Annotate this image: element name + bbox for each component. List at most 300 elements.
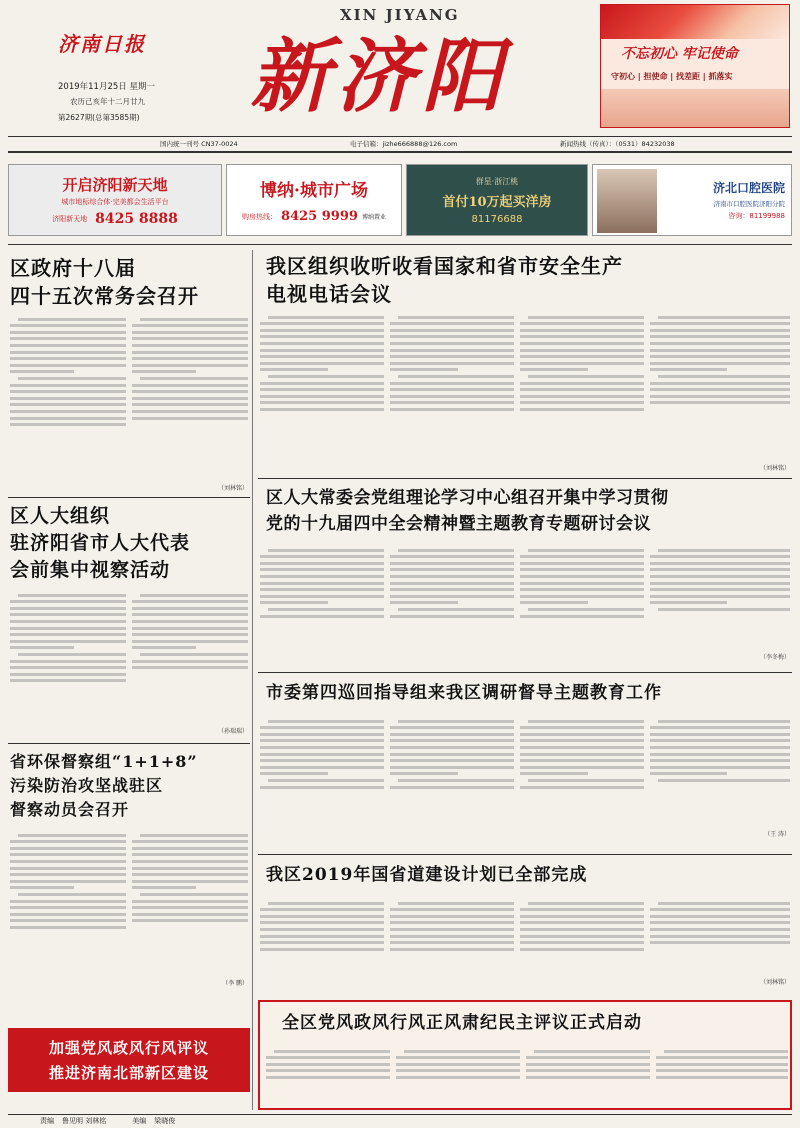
body-text-line bbox=[260, 948, 384, 951]
body-text-line bbox=[656, 1076, 788, 1079]
body-text-line bbox=[396, 1056, 520, 1059]
body-text-line bbox=[10, 633, 126, 636]
body-text-line bbox=[520, 568, 644, 571]
body-text-line bbox=[132, 646, 196, 649]
body-text-line bbox=[390, 948, 514, 951]
body-text-line bbox=[18, 594, 126, 597]
body-text-line bbox=[132, 337, 248, 340]
body-text-line bbox=[260, 739, 384, 742]
body-text-line bbox=[528, 779, 644, 782]
body-text-line bbox=[132, 867, 248, 870]
body-text-line bbox=[528, 316, 644, 319]
body-text-line bbox=[260, 759, 384, 762]
body-text-line bbox=[520, 322, 644, 325]
body-text-line bbox=[650, 329, 790, 332]
body-text-line bbox=[132, 344, 248, 347]
body-text-line bbox=[650, 753, 790, 756]
body-text-line bbox=[526, 1063, 650, 1066]
body-text-line bbox=[656, 1056, 788, 1059]
body-text-line bbox=[10, 331, 126, 334]
body-text-line bbox=[260, 568, 384, 571]
body-text-line bbox=[260, 408, 384, 411]
article-body-5a bbox=[260, 716, 384, 836]
body-text-line bbox=[520, 935, 644, 938]
body-text-line bbox=[520, 401, 644, 404]
body-text-line bbox=[650, 921, 790, 924]
body-text-line bbox=[520, 362, 644, 365]
body-text-line bbox=[268, 902, 384, 905]
body-text-line bbox=[260, 368, 328, 371]
body-text-line bbox=[10, 926, 126, 929]
body-text-line bbox=[10, 873, 126, 876]
body-text-line bbox=[534, 1050, 650, 1053]
body-text-line bbox=[132, 913, 248, 916]
body-text-line bbox=[398, 779, 514, 782]
body-text-line bbox=[132, 403, 248, 406]
body-text-line bbox=[390, 921, 514, 924]
body-text-line bbox=[10, 853, 126, 856]
body-text-line bbox=[10, 679, 126, 682]
body-text-line bbox=[520, 355, 644, 358]
body-text-line bbox=[390, 588, 514, 591]
body-text-line bbox=[266, 1069, 390, 1072]
body-text-line bbox=[390, 601, 458, 604]
article-frame-8 bbox=[258, 1000, 792, 1110]
body-text-line bbox=[140, 834, 248, 837]
body-text-line bbox=[10, 919, 126, 922]
body-text-line bbox=[390, 335, 514, 338]
body-text-line bbox=[260, 935, 384, 938]
body-text-line bbox=[266, 1063, 390, 1066]
body-text-line bbox=[10, 410, 126, 413]
article-title-4: 区人大常委会党组理论学习中心组召开集中学习贯彻 党的十九届四中全会精神暨主题教育专题研讨会议 bbox=[266, 488, 669, 534]
body-text-line bbox=[10, 840, 126, 843]
body-text-line bbox=[520, 349, 644, 352]
body-text-line bbox=[140, 377, 248, 380]
body-text-line bbox=[650, 941, 790, 944]
body-text-line bbox=[18, 893, 126, 896]
article-body-4a bbox=[260, 545, 384, 665]
body-text-line bbox=[260, 362, 384, 365]
article-author-2: （刘林铭） bbox=[759, 465, 790, 472]
body-text-line bbox=[390, 582, 514, 585]
body-text-line bbox=[260, 575, 384, 578]
body-text-line bbox=[650, 595, 790, 598]
body-text-line bbox=[390, 355, 514, 358]
body-text-line bbox=[260, 595, 384, 598]
body-text-line bbox=[650, 388, 790, 391]
body-text-line bbox=[132, 600, 248, 603]
body-text-line bbox=[650, 746, 790, 749]
body-text-line bbox=[132, 613, 248, 616]
body-text-line bbox=[390, 388, 514, 391]
body-text-line bbox=[132, 880, 248, 883]
body-text-line bbox=[650, 382, 790, 385]
article-body-6b bbox=[132, 830, 248, 978]
body-text-line bbox=[520, 562, 644, 565]
body-text-line bbox=[18, 653, 126, 656]
body-text-line bbox=[396, 1069, 520, 1072]
body-text-line bbox=[390, 575, 514, 578]
body-text-line bbox=[520, 908, 644, 911]
body-text-line bbox=[132, 919, 248, 922]
body-text-line bbox=[528, 375, 644, 378]
body-text-line bbox=[260, 562, 384, 565]
body-text-line bbox=[10, 880, 126, 883]
body-text-line bbox=[650, 395, 790, 398]
body-text-line bbox=[390, 322, 514, 325]
body-text-line bbox=[140, 893, 248, 896]
body-text-line bbox=[390, 408, 514, 411]
body-text-line bbox=[268, 316, 384, 319]
body-text-line bbox=[260, 772, 328, 775]
body-text-line bbox=[520, 921, 644, 924]
body-text-line bbox=[260, 395, 384, 398]
body-text-line bbox=[520, 329, 644, 332]
article-body-3b bbox=[132, 590, 248, 722]
body-text-line bbox=[390, 362, 514, 365]
issue-number: 第2627期(总第3585期) bbox=[58, 113, 140, 122]
body-text-line bbox=[132, 620, 248, 623]
body-text-line bbox=[528, 549, 644, 552]
body-text-line bbox=[390, 401, 514, 404]
body-text-line bbox=[260, 726, 384, 729]
body-text-line bbox=[658, 779, 790, 782]
body-text-line bbox=[132, 351, 248, 354]
article-body-2b bbox=[390, 312, 514, 472]
body-text-line bbox=[10, 397, 126, 400]
body-text-line bbox=[10, 417, 126, 420]
body-text-line bbox=[10, 600, 126, 603]
article-body-8d bbox=[656, 1046, 788, 1106]
body-text-line bbox=[650, 401, 790, 404]
body-text-line bbox=[520, 733, 644, 736]
body-text-line bbox=[520, 772, 588, 775]
body-text-line bbox=[390, 615, 514, 618]
body-text-line bbox=[650, 766, 790, 769]
body-text-line bbox=[10, 390, 126, 393]
body-text-line bbox=[650, 601, 727, 604]
body-text-line bbox=[260, 329, 384, 332]
body-text-line bbox=[140, 653, 248, 656]
body-text-line bbox=[18, 834, 126, 837]
slogan-box bbox=[600, 4, 790, 128]
body-text-line bbox=[132, 633, 248, 636]
body-text-line bbox=[132, 906, 248, 909]
body-text-line bbox=[10, 403, 126, 406]
body-text-line bbox=[650, 355, 790, 358]
body-text-line bbox=[390, 786, 514, 789]
article-body-7c bbox=[520, 898, 644, 986]
body-text-line bbox=[260, 915, 384, 918]
body-text-line bbox=[390, 766, 514, 769]
body-text-line bbox=[10, 640, 126, 643]
body-text-line bbox=[132, 847, 248, 850]
info-rule bbox=[8, 151, 792, 153]
body-text-line bbox=[526, 1076, 650, 1079]
body-text-line bbox=[260, 322, 384, 325]
slogan-items: 守初心 | 担使命 | 找差距 | 抓落实 bbox=[611, 72, 733, 81]
body-text-line bbox=[520, 739, 644, 742]
ad-bona-city-plaza[interactable]: 博纳·城市广场 购房热线： 8425 9999 博纳置业 bbox=[226, 164, 402, 236]
body-text-line bbox=[396, 1076, 520, 1079]
portrait-photo bbox=[597, 169, 657, 233]
body-text-line bbox=[658, 375, 790, 378]
body-text-line bbox=[390, 753, 514, 756]
body-text-line bbox=[650, 568, 790, 571]
body-text-line bbox=[520, 555, 644, 558]
building-graphic bbox=[601, 89, 790, 128]
article-body-4c bbox=[520, 545, 644, 665]
body-text-line bbox=[650, 368, 727, 371]
body-text-line bbox=[520, 766, 644, 769]
body-text-line bbox=[390, 726, 514, 729]
body-text-line bbox=[132, 357, 248, 360]
body-text-line bbox=[132, 410, 248, 413]
divider-left-1 bbox=[8, 497, 250, 498]
body-text-line bbox=[390, 562, 514, 565]
ad-jiyang-xintiandi[interactable]: 开启济阳新天地 城市地标综合体·完美都会生活平台 济阳新天地 8425 8888 bbox=[8, 164, 222, 236]
article-body-2d bbox=[650, 312, 790, 460]
body-text-line bbox=[404, 1050, 520, 1053]
body-text-line bbox=[658, 549, 790, 552]
body-text-line bbox=[10, 357, 126, 360]
body-text-line bbox=[260, 382, 384, 385]
body-text-line bbox=[650, 335, 790, 338]
body-text-line bbox=[140, 318, 248, 321]
body-text-line bbox=[132, 873, 248, 876]
body-text-line bbox=[520, 368, 588, 371]
body-text-line bbox=[390, 329, 514, 332]
body-text-line bbox=[528, 720, 644, 723]
body-text-line bbox=[260, 928, 384, 931]
body-text-line bbox=[268, 720, 384, 723]
body-text-line bbox=[650, 739, 790, 742]
body-text-line bbox=[268, 549, 384, 552]
news-hotline: 新闻热线（传真）：（0531）84232038 bbox=[560, 140, 675, 148]
body-text-line bbox=[520, 408, 644, 411]
body-text-line bbox=[396, 1063, 520, 1066]
body-text-line bbox=[132, 886, 196, 889]
body-text-line bbox=[390, 941, 514, 944]
body-text-line bbox=[658, 316, 790, 319]
article-title-7: 我区2019年国省道建设计划已全部完成 bbox=[266, 865, 588, 885]
body-text-line bbox=[520, 726, 644, 729]
footer-credits bbox=[40, 1116, 175, 1126]
article-body-2a bbox=[260, 312, 384, 472]
body-text-line bbox=[132, 417, 248, 420]
body-text-line bbox=[650, 733, 790, 736]
body-text-line bbox=[260, 601, 328, 604]
body-text-line bbox=[10, 384, 126, 387]
body-text-line bbox=[390, 908, 514, 911]
article-body-1 bbox=[10, 314, 126, 490]
body-text-line bbox=[520, 601, 588, 604]
body-text-line bbox=[650, 322, 790, 325]
article-author-3: （孙瑞瑞） bbox=[217, 728, 248, 735]
body-text-line bbox=[140, 594, 248, 597]
body-text-line bbox=[10, 913, 126, 916]
article-body-5c bbox=[520, 716, 644, 836]
body-text-line bbox=[10, 666, 126, 669]
body-text-line bbox=[390, 739, 514, 742]
article-title-1: 区政府十八届 四十五次常务会召开 bbox=[10, 256, 199, 308]
body-text-line bbox=[266, 1056, 390, 1059]
body-text-line bbox=[398, 375, 514, 378]
body-text-line bbox=[390, 555, 514, 558]
article-body-8c bbox=[526, 1046, 650, 1106]
body-text-line bbox=[268, 779, 384, 782]
divider-right-3 bbox=[258, 854, 792, 855]
body-text-line bbox=[650, 935, 790, 938]
divider-right-2 bbox=[258, 672, 792, 673]
body-text-line bbox=[526, 1069, 650, 1072]
body-text-line bbox=[132, 331, 248, 334]
article-author-6: （李 鹏） bbox=[222, 980, 248, 987]
body-text-line bbox=[132, 853, 248, 856]
body-text-line bbox=[650, 928, 790, 931]
body-text-line bbox=[520, 928, 644, 931]
body-text-line bbox=[268, 375, 384, 378]
ad-jibei-dental-hospital[interactable]: 济北口腔医院 济南市口腔医院济阳分院 咨询：81199988 bbox=[592, 164, 792, 236]
article-body-4d bbox=[650, 545, 790, 649]
body-text-line bbox=[520, 941, 644, 944]
designer-name: 梁晓俊 bbox=[154, 1117, 176, 1125]
body-text-line bbox=[398, 549, 514, 552]
body-text-line bbox=[390, 349, 514, 352]
article-body-5d bbox=[650, 716, 790, 826]
body-text-line bbox=[10, 337, 126, 340]
bottom-banner-line-1: 加强党风政风行风评议 bbox=[48, 1039, 209, 1057]
article-body-6 bbox=[10, 830, 126, 986]
article-body-8b bbox=[396, 1046, 520, 1106]
ads-rule bbox=[8, 244, 792, 245]
article-author-7: （刘林铭） bbox=[759, 979, 790, 986]
body-text-line bbox=[10, 607, 126, 610]
flag-graphic bbox=[601, 5, 790, 39]
article-title-5: 市委第四巡回指导组来我区调研督导主题教育工作 bbox=[266, 683, 662, 703]
body-text-line bbox=[132, 384, 248, 387]
body-text-line bbox=[260, 342, 384, 345]
article-title-6: 省环保督察组“1+1+8” 污染防治攻坚战驻区 督察动员会召开 bbox=[10, 752, 198, 819]
body-text-line bbox=[650, 349, 790, 352]
body-text-line bbox=[650, 915, 790, 918]
body-text-line bbox=[132, 840, 248, 843]
body-text-line bbox=[650, 362, 790, 365]
body-text-line bbox=[650, 772, 727, 775]
body-text-line bbox=[656, 1063, 788, 1066]
ad-qunxing-zhejiangtao[interactable]: 群星·浙江桃 首付10万起买洋房 81176688 bbox=[406, 164, 588, 236]
body-text-line bbox=[274, 1050, 390, 1053]
body-text-line bbox=[132, 666, 248, 669]
body-text-line bbox=[10, 627, 126, 630]
divider-right-1 bbox=[258, 478, 792, 479]
footer-rule bbox=[8, 1114, 792, 1115]
body-text-line bbox=[520, 588, 644, 591]
body-text-line bbox=[260, 401, 384, 404]
body-text-line bbox=[390, 915, 514, 918]
body-text-line bbox=[520, 382, 644, 385]
body-text-line bbox=[260, 908, 384, 911]
body-text-line bbox=[520, 595, 644, 598]
body-text-line bbox=[520, 948, 644, 951]
body-text-line bbox=[18, 377, 126, 380]
article-title-8: 全区党风政风行风正风肃纪民主评议正式启动 bbox=[282, 1013, 642, 1033]
contact-email: 电子信箱：jizhe666888@126.com bbox=[350, 140, 458, 148]
body-text-line bbox=[390, 342, 514, 345]
body-text-line bbox=[260, 746, 384, 749]
body-text-line bbox=[520, 746, 644, 749]
body-text-line bbox=[390, 935, 514, 938]
body-text-line bbox=[10, 423, 126, 426]
article-body-5b bbox=[390, 716, 514, 836]
body-text-line bbox=[260, 388, 384, 391]
article-body-3 bbox=[10, 590, 126, 734]
body-text-line bbox=[260, 349, 384, 352]
body-text-line bbox=[390, 395, 514, 398]
lunar-date: 农历己亥年十二月廿九 bbox=[70, 97, 145, 106]
body-text-line bbox=[260, 733, 384, 736]
body-text-line bbox=[132, 860, 248, 863]
body-text-line bbox=[390, 759, 514, 762]
article-body-7a bbox=[260, 898, 384, 986]
body-text-line bbox=[132, 627, 248, 630]
body-text-line bbox=[520, 335, 644, 338]
body-text-line bbox=[260, 555, 384, 558]
article-body-8a bbox=[266, 1046, 390, 1106]
body-text-line bbox=[268, 608, 384, 611]
body-text-line bbox=[260, 582, 384, 585]
slogan-title: 不忘初心 牢记使命 bbox=[621, 46, 738, 62]
body-text-line bbox=[260, 786, 384, 789]
body-text-line bbox=[398, 608, 514, 611]
body-text-line bbox=[528, 902, 644, 905]
body-text-line bbox=[520, 342, 644, 345]
body-text-line bbox=[658, 608, 790, 611]
body-text-line bbox=[390, 928, 514, 931]
body-text-line bbox=[658, 720, 790, 723]
body-text-line bbox=[520, 753, 644, 756]
body-text-line bbox=[520, 582, 644, 585]
body-text-line bbox=[650, 759, 790, 762]
body-text-line bbox=[10, 900, 126, 903]
body-text-line bbox=[398, 316, 514, 319]
body-text-line bbox=[520, 786, 644, 789]
body-text-line bbox=[520, 575, 644, 578]
body-text-line bbox=[260, 355, 384, 358]
article-body-4b bbox=[390, 545, 514, 665]
top-rule bbox=[8, 136, 792, 137]
body-text-line bbox=[390, 746, 514, 749]
article-author-4: （李冬梅） bbox=[759, 654, 790, 661]
masthead bbox=[0, 0, 800, 150]
body-text-line bbox=[650, 588, 790, 591]
body-text-line bbox=[132, 364, 248, 367]
body-text-line bbox=[10, 351, 126, 354]
body-text-line bbox=[260, 941, 384, 944]
body-text-line bbox=[132, 660, 248, 663]
body-text-line bbox=[650, 726, 790, 729]
body-text-line bbox=[260, 921, 384, 924]
body-text-line bbox=[132, 900, 248, 903]
body-text-line bbox=[132, 607, 248, 610]
article-body-2c bbox=[520, 312, 644, 472]
body-text-line bbox=[260, 753, 384, 756]
body-text-line bbox=[390, 382, 514, 385]
body-text-line bbox=[650, 562, 790, 565]
body-text-line bbox=[132, 324, 248, 327]
body-text-line bbox=[650, 342, 790, 345]
